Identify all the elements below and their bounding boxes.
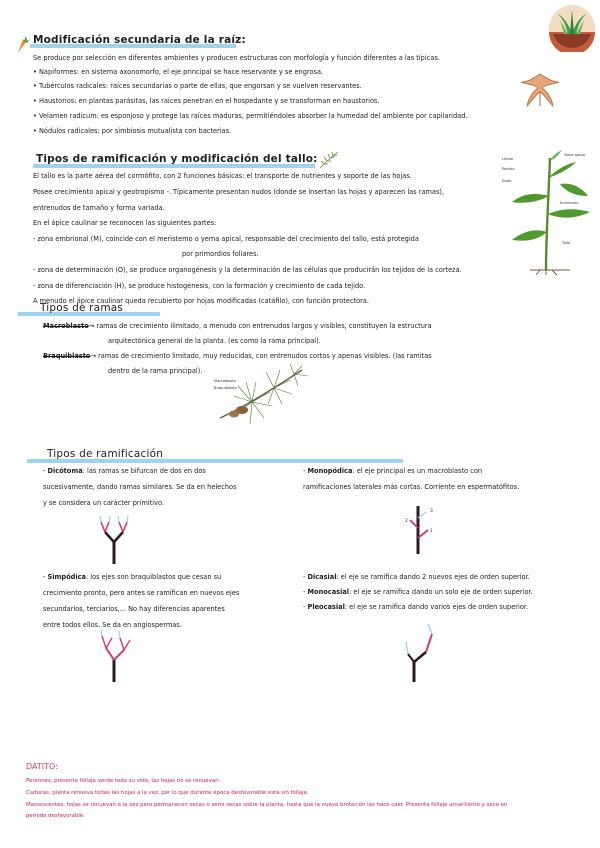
plant-label: Entrenudo bbox=[560, 201, 579, 205]
monopodica-term: Monopódica bbox=[307, 467, 353, 475]
carrot-icon bbox=[14, 36, 30, 54]
dicasial-term: Dicasial bbox=[307, 573, 337, 581]
mono-label: 3 bbox=[430, 509, 433, 514]
s1-line: • Tubérculos radicales: raíces secundarias o parte de ellas, que engorsan y se vuelven reservantes. bbox=[33, 82, 362, 90]
dicotoma-term: Dicótoma bbox=[47, 467, 83, 475]
macroblasto-row bbox=[43, 320, 432, 332]
plant-label: Limbo bbox=[502, 157, 513, 161]
macroblasto-text-2: arquitectónica general de la planta. (es como la rama principal). bbox=[108, 337, 321, 345]
s1-line: • Haustorios: en plantas parásitas, las raíces penetran en el hospedante y se transforman en haustorios. bbox=[33, 97, 380, 105]
section-title-ramificacion: Tipos de ramificación bbox=[47, 448, 164, 460]
simpodica-text: : los ejes son braquiblastos que cesan su bbox=[85, 573, 222, 581]
dichotomous-branching-diagram bbox=[96, 514, 132, 564]
pleocasial-text: : el eje se ramifica dando varios ejes de orden superior. bbox=[344, 603, 529, 611]
section-title-ramas: Tipos de ramas bbox=[40, 302, 124, 314]
monopodial-branching-diagram bbox=[404, 500, 438, 554]
dicasial-row: - Dicasial: el eje se ramifica dando 2 nuevos ejes de orden superior. bbox=[303, 573, 530, 581]
pine-branch-illustration bbox=[212, 362, 318, 428]
simpodica-line: crecimiento pronto, pero antes se ramifican en nuevos ejes bbox=[43, 589, 240, 597]
plant-label: Yema apical bbox=[564, 153, 586, 157]
s2-line: entrenudos de tamaño y forma variada. bbox=[33, 204, 165, 212]
monocasial-term: Monocasial bbox=[307, 588, 350, 596]
plant-label: Tallo bbox=[562, 241, 570, 245]
s2-line: por primordios foliares. bbox=[182, 250, 259, 258]
monopodica-text: : el eje principal es un macroblasto con bbox=[352, 467, 483, 475]
s1-line: • Velamen radicum: es esponjoso y protege las raíces maduras, permitiéndoles absorber la humedad del ambiente por capilaridad. bbox=[33, 112, 468, 120]
section-title-raiz: Modificación secundaria de la raíz: bbox=[33, 34, 246, 46]
datito-title: DATITO: bbox=[26, 762, 58, 771]
pine-label: Macroblasto bbox=[214, 379, 236, 383]
s2-line: Posee crecimiento apical y geotropismo -. Típicamente presentan nudos (donde se insertan las hojas y aparecen las ramas), bbox=[33, 188, 445, 196]
macroblasto-term: Macroblasto bbox=[43, 322, 89, 330]
monocasial-branching-diagram bbox=[398, 620, 438, 682]
plant-badge-icon bbox=[548, 4, 596, 52]
simpodica-line: secundarios, terciarios,... No hay diferencias aparentes bbox=[43, 605, 225, 613]
s2-line: El tallo es la parte aérea del cormófito, con 2 funciones básicas: el transporte de nutrientes y soporte de las hojas. bbox=[33, 172, 412, 180]
s2-line: - zona de determinación (O), se produce organogénesis y la determinación de las células que producirán los tejidos de la corteza. bbox=[33, 266, 462, 274]
datito-line: período desfavorable. bbox=[26, 813, 85, 819]
macroblasto-text: → ramas de crecimiento ilimitado, a menudo con entrenudos largos y visibles, constituyen la estructura bbox=[88, 322, 432, 330]
mono-label: 1 bbox=[430, 529, 433, 534]
datito-line: Marcescentes, hojas se renuevan a la vez pero permanecen secas o semi secas sobre la planta, hasta que la nueva brotación las hace caer. Presenta follaje amarillento y seco en bbox=[26, 802, 508, 808]
monocasial-text: : el eje se ramifica dando un solo eje de orden superior. bbox=[349, 588, 533, 596]
simpodica-line: entre todos ellos. Se da en angiospermas. bbox=[43, 621, 182, 629]
plant-stem-illustration bbox=[500, 148, 596, 276]
s1-line: • Napiformes: en sistema axonomorfo, el eje principal se hace reservante y se engrosa. bbox=[33, 68, 324, 76]
dicotoma-text: : las ramas se bifurcan de dos en dos bbox=[82, 467, 206, 475]
s1-line: Se produce por selección en diferentes ambientes y producen estructuras con morfología y función diferentes a las típicas. bbox=[33, 54, 440, 62]
simpodica-term: Simpódica bbox=[47, 573, 86, 581]
s2-line: En el ápice caulinar se reconocen las siguientes partes: bbox=[33, 219, 217, 227]
monocasial-row: - Monocasial: el eje se ramifica dando un solo eje de orden superior. bbox=[303, 588, 533, 596]
plant-label: Pecíolo bbox=[502, 167, 515, 171]
dicotoma-row: - Dicótoma: las ramas se bifurcan de dos en dos bbox=[43, 467, 206, 475]
leaf-sprig-icon bbox=[318, 150, 340, 170]
braquiblasto-text: → ramas de crecimiento limitado, muy reducidas, con entrenudos cortos y apenas visibles. (las ramitas bbox=[90, 352, 432, 360]
dicotoma-line: y se considera un carácter primitivo. bbox=[43, 499, 165, 507]
s2-line: - zona de diferenciación (H), se produce histogénesis, con la formación y crecimiento de cada tejido. bbox=[33, 282, 366, 290]
braquiblasto-text-2: dentro de la rama principal). bbox=[108, 367, 203, 375]
s2-line: A menudo el ápice caulinar queda recubierto por hojas modificadas (catáfilo), con función protectora. bbox=[33, 297, 370, 305]
s1-line: • Nódulos radicales: por simbiosis mutualista con bacterias. bbox=[33, 127, 232, 135]
s2-line: - zona embrional (M), coincide con el meristemo o yema apical, responsable del crecimiento del tallo, está protegida bbox=[33, 235, 419, 243]
mono-label: 2 bbox=[405, 519, 408, 524]
datito-line: Perennes, presenta follaje verde toda su vida, las hojas no se renuevan. bbox=[26, 778, 221, 784]
section-title-tallo: Tipos de ramificación y modificación del tallo: bbox=[36, 153, 318, 165]
pleocasial-term: Pleocasial bbox=[307, 603, 345, 611]
plant-label: Nudo bbox=[502, 179, 512, 183]
datito-line: Caducas, planta renueva todas las hojas a la vez, por lo que durante época desfavorable está sin follaje. bbox=[26, 790, 309, 796]
braquiblasto-row bbox=[43, 350, 432, 362]
dicotoma-line: sucesivamente, dando ramas similares. Se da en helechos bbox=[43, 483, 237, 491]
root-illustration bbox=[518, 72, 562, 108]
monopodica-line: ramificaciones laterales más cortas. Corriente en espermatófitos. bbox=[303, 483, 520, 491]
dicasial-text: : el eje se ramifica dando 2 nuevos ejes de orden superior. bbox=[336, 573, 530, 581]
simpodica-row: - Simpódica: los ejes son braquiblastos que cesan su bbox=[43, 573, 222, 581]
pleocasial-row: - Pleocasial: el eje se ramifica dando varios ejes de orden superior. bbox=[303, 603, 529, 611]
braquiblasto-term: Braquiblasto bbox=[43, 352, 91, 360]
monopodica-row: - Monopódica: el eje principal es un macroblasto con bbox=[303, 467, 483, 475]
pine-label: Braquiblasto bbox=[214, 386, 237, 390]
sympodial-branching-diagram bbox=[96, 628, 134, 682]
